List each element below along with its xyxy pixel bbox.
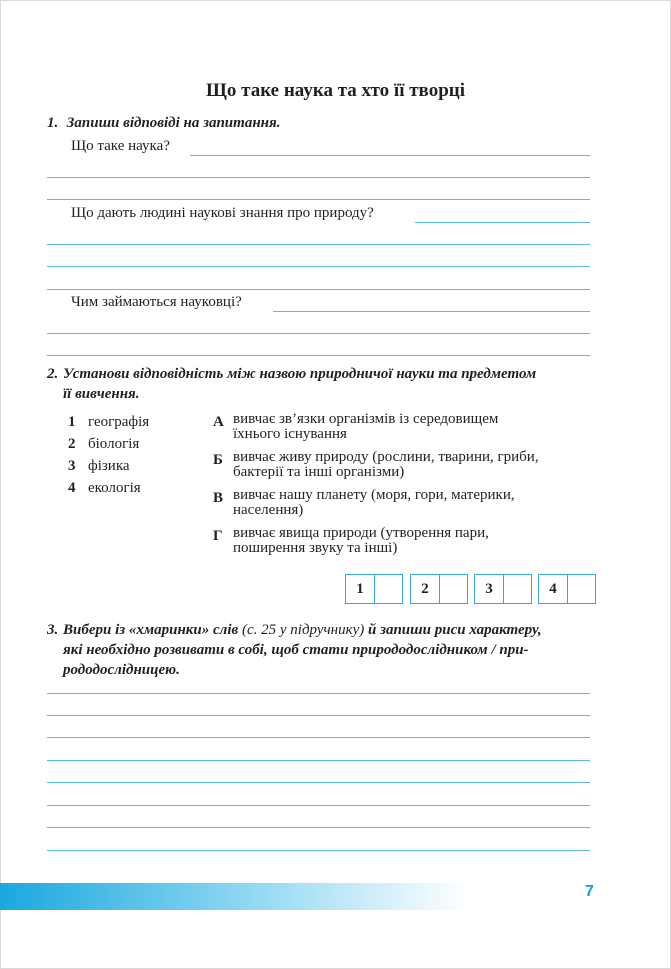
option-text-line-1: вивчає нашу планету (моря, гори, материки, [233, 487, 515, 503]
science-item [68, 411, 149, 433]
answer-line[interactable] [47, 244, 590, 245]
answer-box-label: 3 [475, 575, 504, 603]
answer-cell[interactable] [440, 575, 467, 603]
science-item [68, 477, 149, 499]
answer-line[interactable] [415, 222, 590, 223]
task-3-line-1a: Вибери із «хмаринки» слів [63, 622, 239, 638]
answer-line[interactable] [47, 827, 590, 828]
task-1-instruction: Запиши відповіді на запитання. [66, 115, 281, 131]
page-number: 7 [585, 883, 594, 900]
answer-box-2 [410, 574, 468, 604]
task-3-textbook-ref: (с. 25 у підручнику) [241, 622, 365, 638]
answer-line[interactable] [47, 850, 590, 851]
task-2-instruction-line-2: її вивчення. [63, 386, 140, 402]
science-number: 1 [68, 414, 76, 430]
option-letter: Б [213, 452, 223, 468]
task-3-line-2: які необхідно розвивати в собі, щоб стати природодослідником / при- [63, 642, 529, 658]
answer-line[interactable] [47, 737, 590, 738]
question-3: Чим займаються науковці? [71, 294, 242, 310]
answer-line[interactable] [47, 693, 590, 694]
question-2: Що дають людині наукові знання про природу? [71, 205, 374, 221]
option-letter: В [213, 490, 224, 506]
footer-gradient-bar [0, 883, 470, 910]
science-number: 4 [68, 480, 76, 496]
answer-line[interactable] [47, 760, 590, 761]
answer-line[interactable] [47, 266, 590, 267]
answer-cell[interactable] [568, 575, 595, 603]
page-title: Що таке наука та хто її творці [206, 80, 465, 101]
task-3-line-1b: й запиши риси характеру, [368, 622, 542, 638]
science-name: географія [88, 414, 150, 430]
task-1-number: 1. [47, 115, 59, 131]
answer-line[interactable] [47, 177, 590, 178]
task-1-heading [47, 113, 280, 133]
answer-box-label: 4 [539, 575, 568, 603]
option-letter: Г [213, 528, 223, 544]
option-letter: А [213, 414, 224, 430]
answer-box-label: 2 [411, 575, 440, 603]
science-item [68, 433, 149, 455]
task-2-number: 2. [47, 366, 59, 382]
answer-line[interactable] [190, 155, 590, 156]
answer-cell[interactable] [375, 575, 402, 603]
science-number: 2 [68, 436, 76, 452]
answer-box-4 [538, 574, 596, 604]
option-text-line-1: вивчає живу природу (рослини, тварини, гриби, [233, 449, 539, 465]
science-name: фізика [88, 458, 130, 474]
answer-line[interactable] [47, 805, 590, 806]
answer-box-1 [345, 574, 403, 604]
sciences-list [68, 411, 149, 499]
science-number: 3 [68, 458, 76, 474]
answer-line[interactable] [47, 355, 590, 356]
answer-line[interactable] [47, 333, 590, 334]
answer-line[interactable] [47, 782, 590, 783]
answer-line[interactable] [47, 289, 590, 290]
task-3-line-3: рододослідницею. [63, 662, 180, 678]
answer-box-3 [474, 574, 532, 604]
science-name: біологія [88, 436, 140, 452]
option-text-line-1: вивчає явища природи (утворення пари, [233, 525, 489, 541]
answer-line[interactable] [47, 715, 590, 716]
task-3-number: 3. [47, 622, 59, 638]
option-text-line-2: населення) [233, 502, 304, 518]
answer-line[interactable] [47, 199, 590, 200]
question-1: Що таке наука? [71, 138, 170, 154]
option-text-line-2: їхнього існування [233, 426, 347, 442]
answer-cell[interactable] [504, 575, 531, 603]
answer-box-label: 1 [346, 575, 375, 603]
task-2-instruction-line-1: Установи відповідність між назвою природничої науки та предметом [63, 366, 537, 382]
task-2-heading [47, 364, 607, 404]
task-3-heading [47, 620, 617, 680]
option-text-line-1: вивчає зв’язки організмів із середовищем [233, 411, 499, 427]
option-text-line-2: бактерії та інші організми) [233, 464, 405, 480]
answer-line[interactable] [273, 311, 590, 312]
science-name: екологія [88, 480, 141, 496]
science-item [68, 455, 149, 477]
option-text-line-2: поширення звуку та інші) [233, 540, 398, 556]
